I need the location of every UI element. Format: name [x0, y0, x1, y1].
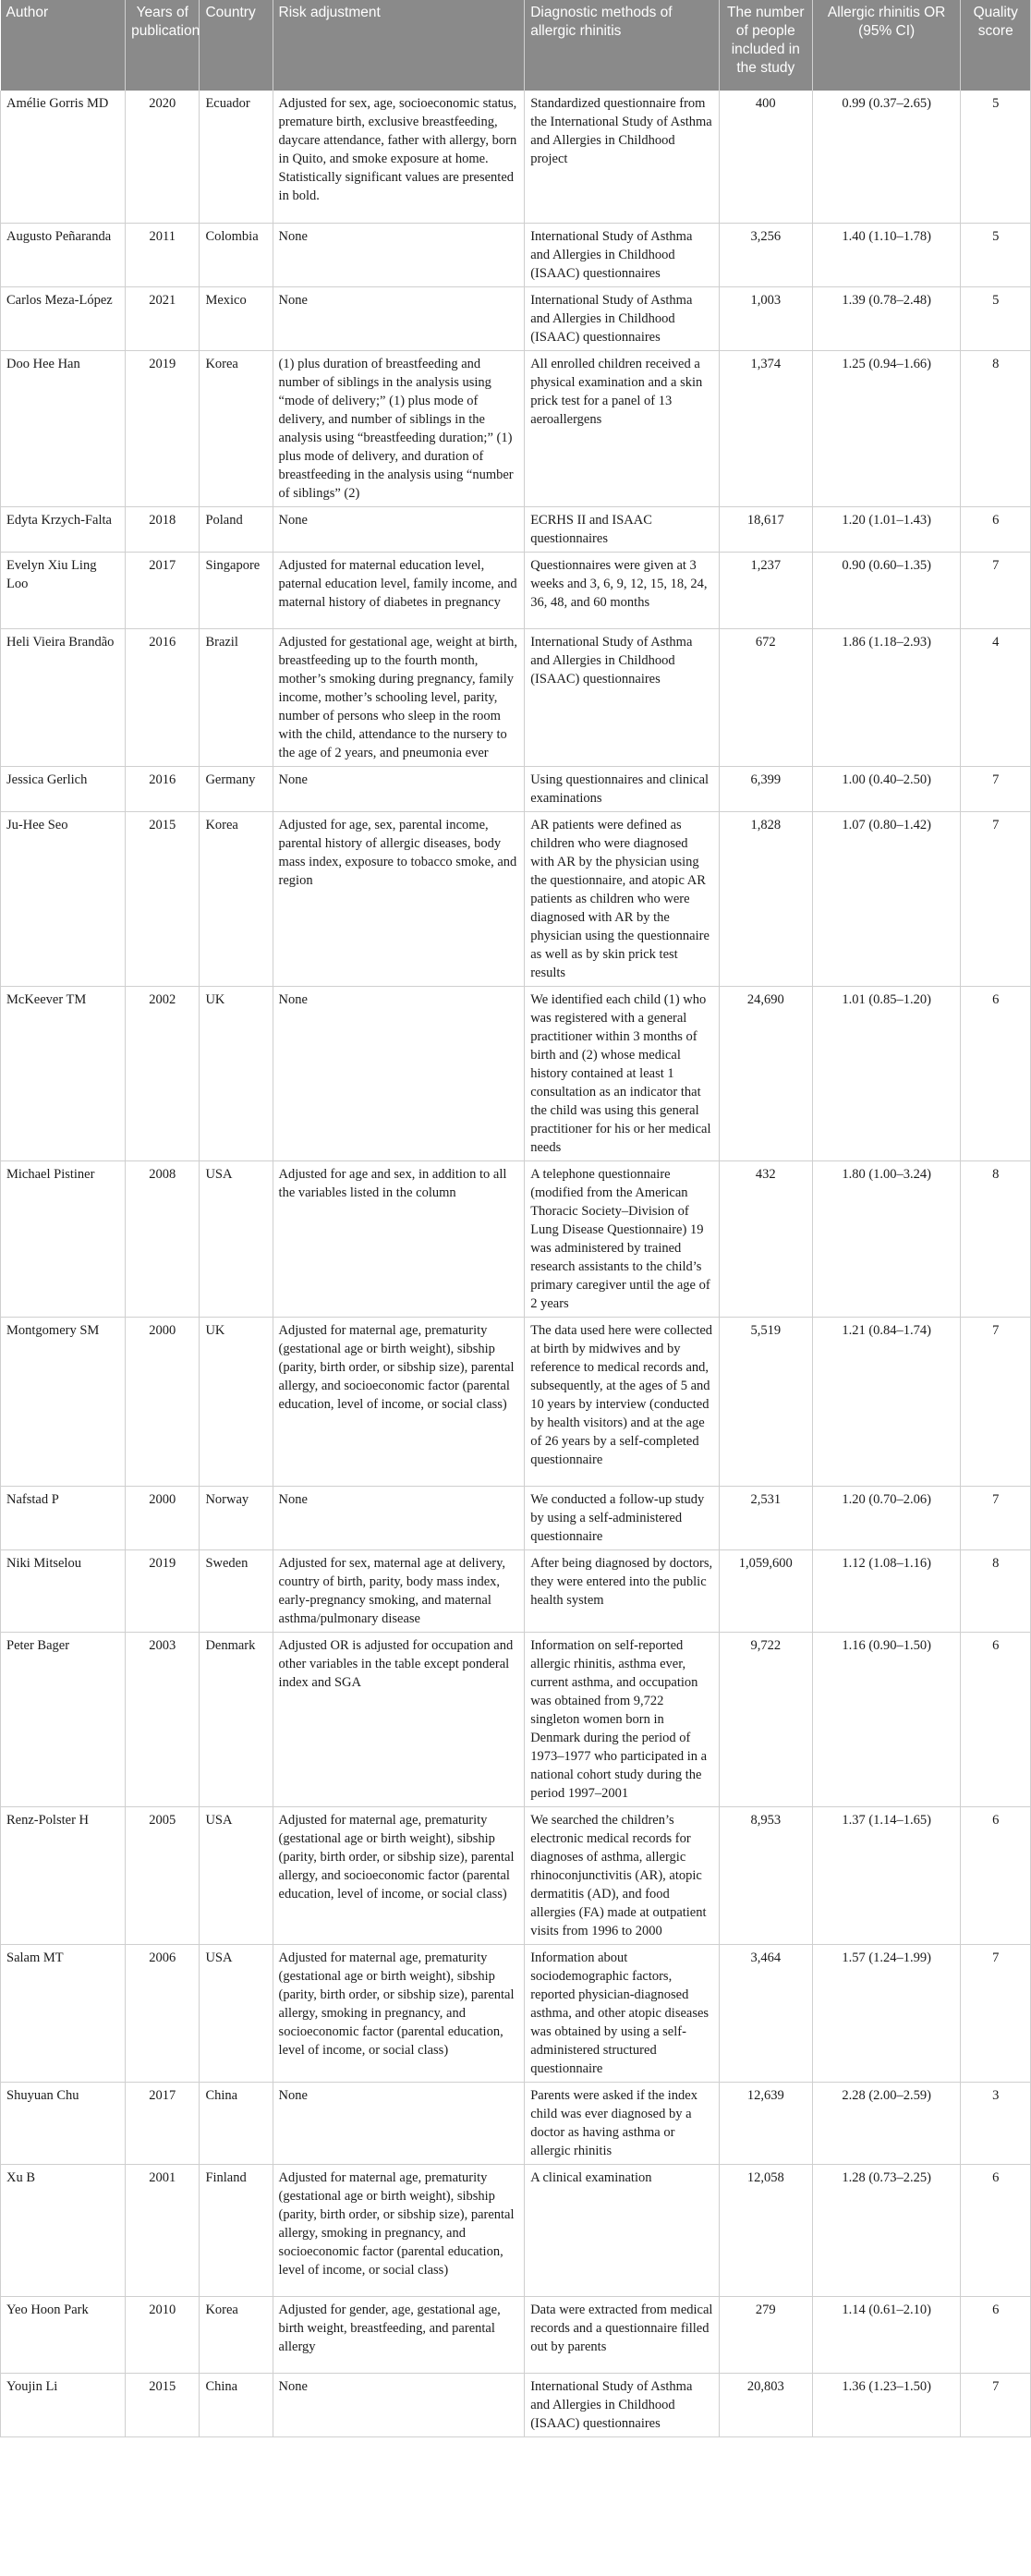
cell-risk: Adjusted for age and sex, in addition to all the variables listed in the column	[273, 1160, 525, 1317]
table-row	[1, 286, 1031, 350]
table-row	[1, 628, 1031, 766]
cell-or: 1.01 (0.85–1.20)	[812, 986, 961, 1160]
cell-number: 12,639	[719, 2082, 812, 2164]
cell-country: Germany	[200, 766, 273, 811]
header-number: The number of people included in the study	[719, 0, 812, 91]
cell-or: 1.57 (1.24–1.99)	[812, 1944, 961, 2082]
cell-quality: 6	[961, 2296, 1031, 2373]
cell-author: Edyta Krzych-Falta	[1, 506, 126, 552]
cell-quality: 8	[961, 1549, 1031, 1632]
cell-quality: 5	[961, 223, 1031, 286]
cell-number: 1,374	[719, 350, 812, 506]
cell-author: McKeever TM	[1, 986, 126, 1160]
cell-or: 1.37 (1.14–1.65)	[812, 1806, 961, 1944]
cell-number: 2,531	[719, 1486, 812, 1549]
cell-author: Salam MT	[1, 1944, 126, 2082]
cell-author: Doo Hee Han	[1, 350, 126, 506]
table-row	[1, 1486, 1031, 1549]
table-row	[1, 223, 1031, 286]
cell-quality: 6	[961, 986, 1031, 1160]
cell-or: 1.16 (0.90–1.50)	[812, 1632, 961, 1806]
cell-diagnostic: We searched the children’s electronic medical records for diagnoses of asthma, allergic rhinoconjunctivitis (AR), atopic dermatitis (AD), and food allergies (FA) made at outpatient visits from 1996 to 2000	[525, 1806, 720, 1944]
cell-number: 9,722	[719, 1632, 812, 1806]
cell-country: Finland	[200, 2164, 273, 2296]
cell-author: Amélie Gorris MD	[1, 91, 126, 223]
cell-risk: None	[273, 223, 525, 286]
cell-risk: None	[273, 986, 525, 1160]
cell-author: Heli Vieira Brandão	[1, 628, 126, 766]
cell-author: Nafstad P	[1, 1486, 126, 1549]
cell-or: 0.90 (0.60–1.35)	[812, 552, 961, 628]
cell-year: 2021	[126, 286, 200, 350]
cell-year: 2000	[126, 1486, 200, 1549]
cell-diagnostic: Using questionnaires and clinical examinations	[525, 766, 720, 811]
cell-risk: Adjusted for sex, age, socioeconomic status, premature birth, exclusive breastfeeding, daycare attendance, father with allergy, born in Quito, and smoke exposure at home. Statistically significant values are presented in bold.	[273, 91, 525, 223]
cell-author: Augusto Peñaranda	[1, 223, 126, 286]
cell-number: 12,058	[719, 2164, 812, 2296]
cell-quality: 4	[961, 628, 1031, 766]
cell-country: Poland	[200, 506, 273, 552]
cell-year: 2016	[126, 766, 200, 811]
cell-country: USA	[200, 1806, 273, 1944]
cell-or: 0.99 (0.37–2.65)	[812, 91, 961, 223]
cell-year: 2005	[126, 1806, 200, 1944]
cell-diagnostic: A telephone questionnaire (modified from the American Thoracic Society–Division of Lung Disease Questionnaire) 19 was administered by trained research assistants to the child’s primary caregiver until the age of 2 years	[525, 1160, 720, 1317]
cell-or: 1.14 (0.61–2.10)	[812, 2296, 961, 2373]
cell-year: 2019	[126, 350, 200, 506]
cell-author: Evelyn Xiu Ling Loo	[1, 552, 126, 628]
cell-number: 400	[719, 91, 812, 223]
cell-number: 20,803	[719, 2373, 812, 2436]
table-row	[1, 506, 1031, 552]
cell-number: 432	[719, 1160, 812, 1317]
cell-or: 1.40 (1.10–1.78)	[812, 223, 961, 286]
table-row	[1, 1160, 1031, 1317]
cell-or: 1.20 (0.70–2.06)	[812, 1486, 961, 1549]
cell-or: 1.39 (0.78–2.48)	[812, 286, 961, 350]
cell-diagnostic: International Study of Asthma and Allergies in Childhood (ISAAC) questionnaires	[525, 223, 720, 286]
cell-author: Niki Mitselou	[1, 1549, 126, 1632]
table-row	[1, 350, 1031, 506]
cell-risk: Adjusted for maternal age, prematurity (gestational age or birth weight), sibship (parity, birth order, or sibship size), parental allergy, smoking in pregnancy, and socioeconomic factor (parental education, level of income, or social class)	[273, 1944, 525, 2082]
cell-number: 1,059,600	[719, 1549, 812, 1632]
cell-diagnostic: Information about sociodemographic factors, reported physician-diagnosed asthma, and other atopic diseases was obtained by using a self-administered structured questionnaire	[525, 1944, 720, 2082]
cell-year: 2011	[126, 223, 200, 286]
cell-country: Ecuador	[200, 91, 273, 223]
cell-or: 1.28 (0.73–2.25)	[812, 2164, 961, 2296]
cell-country: Colombia	[200, 223, 273, 286]
cell-diagnostic: Standardized questionnaire from the International Study of Asthma and Allergies in Childhood project	[525, 91, 720, 223]
cell-year: 2016	[126, 628, 200, 766]
cell-quality: 5	[961, 286, 1031, 350]
cell-country: USA	[200, 1944, 273, 2082]
table-row	[1, 1549, 1031, 1632]
cell-risk: Adjusted for maternal age, prematurity (gestational age or birth weight), sibship (parity, birth order, or sibship size), parental allergy, and socioeconomic factor (parental education, level of income, or social class)	[273, 1806, 525, 1944]
cell-risk: Adjusted for maternal age, prematurity (gestational age or birth weight), sibship (parity, birth order, or sibship size), parental allergy, smoking in pregnancy, and socioeconomic factor (parental education, level of income, or social class)	[273, 2164, 525, 2296]
cell-risk: Adjusted for sex, maternal age at delivery, country of birth, parity, body mass index, early-pregnancy smoking, and maternal asthma/pulmonary disease	[273, 1549, 525, 1632]
cell-year: 2010	[126, 2296, 200, 2373]
cell-quality: 8	[961, 350, 1031, 506]
cell-author: Jessica Gerlich	[1, 766, 126, 811]
cell-risk: None	[273, 2082, 525, 2164]
cell-author: Shuyuan Chu	[1, 2082, 126, 2164]
cell-country: China	[200, 2373, 273, 2436]
cell-diagnostic: Information on self-reported allergic rhinitis, asthma ever, current asthma, and occupation was obtained from 9,722 singleton women born in Denmark during the period of 1973–1977 who participated in a national cohort study during the period 1997–2001	[525, 1632, 720, 1806]
cell-risk: None	[273, 766, 525, 811]
cell-diagnostic: After being diagnosed by doctors, they were entered into the public health system	[525, 1549, 720, 1632]
header-row	[1, 0, 1031, 91]
header-risk: Risk adjustment	[273, 0, 525, 91]
cell-number: 1,828	[719, 811, 812, 986]
cell-year: 2006	[126, 1944, 200, 2082]
cell-or: 1.12 (1.08–1.16)	[812, 1549, 961, 1632]
header-years: Years of publication	[126, 0, 200, 91]
table-row	[1, 2082, 1031, 2164]
cell-number: 672	[719, 628, 812, 766]
cell-risk: Adjusted for gender, age, gestational age, birth weight, breastfeeding, and parental allergy	[273, 2296, 525, 2373]
cell-or: 1.25 (0.94–1.66)	[812, 350, 961, 506]
cell-country: Norway	[200, 1486, 273, 1549]
cell-country: UK	[200, 1317, 273, 1486]
cell-author: Carlos Meza-López	[1, 286, 126, 350]
cell-year: 2020	[126, 91, 200, 223]
cell-year: 2018	[126, 506, 200, 552]
cell-diagnostic: Parents were asked if the index child was ever diagnosed by a doctor as having asthma or allergic rhinitis	[525, 2082, 720, 2164]
cell-diagnostic: We conducted a follow-up study by using a self-administered questionnaire	[525, 1486, 720, 1549]
cell-quality: 6	[961, 1806, 1031, 1944]
header-or: Allergic rhinitis OR (95% CI)	[812, 0, 961, 91]
cell-country: UK	[200, 986, 273, 1160]
cell-year: 2002	[126, 986, 200, 1160]
cell-risk: None	[273, 2373, 525, 2436]
cell-author: Youjin Li	[1, 2373, 126, 2436]
cell-risk: None	[273, 1486, 525, 1549]
table-row	[1, 552, 1031, 628]
table-row	[1, 766, 1031, 811]
table-row	[1, 986, 1031, 1160]
cell-or: 1.80 (1.00–3.24)	[812, 1160, 961, 1317]
cell-year: 2008	[126, 1160, 200, 1317]
cell-diagnostic: International Study of Asthma and Allergies in Childhood (ISAAC) questionnaires	[525, 286, 720, 350]
cell-diagnostic: International Study of Asthma and Allergies in Childhood (ISAAC) questionnaires	[525, 628, 720, 766]
cell-quality: 7	[961, 1317, 1031, 1486]
cell-year: 2003	[126, 1632, 200, 1806]
cell-country: Singapore	[200, 552, 273, 628]
table-row	[1, 1944, 1031, 2082]
table-row	[1, 2373, 1031, 2436]
cell-risk: None	[273, 506, 525, 552]
cell-author: Montgomery SM	[1, 1317, 126, 1486]
cell-risk: (1) plus duration of breastfeeding and number of siblings in the analysis using “mode of delivery;” (1) plus mode of delivery, and number of siblings in the analysis using “breastfeeding duration;” (1) plus mode of delivery, and duration of breastfeeding in the analysis using “number of siblings” (2)	[273, 350, 525, 506]
cell-or: 1.00 (0.40–2.50)	[812, 766, 961, 811]
cell-year: 2017	[126, 2082, 200, 2164]
cell-year: 2001	[126, 2164, 200, 2296]
cell-diagnostic: All enrolled children received a physical examination and a skin prick test for a panel of 13 aeroallergens	[525, 350, 720, 506]
cell-year: 2015	[126, 2373, 200, 2436]
cell-risk: Adjusted OR is adjusted for occupation and other variables in the table except ponderal index and SGA	[273, 1632, 525, 1806]
cell-number: 24,690	[719, 986, 812, 1160]
cell-number: 18,617	[719, 506, 812, 552]
cell-number: 3,464	[719, 1944, 812, 2082]
cell-diagnostic: AR patients were defined as children who were diagnosed with AR by the physician using the questionnaire, and atopic AR patients as children who were diagnosed with AR by the physician using the questionnaire as well as by skin prick test results	[525, 811, 720, 986]
cell-number: 6,399	[719, 766, 812, 811]
header-author: Author	[1, 0, 126, 91]
cell-year: 2019	[126, 1549, 200, 1632]
cell-diagnostic: Questionnaires were given at 3 weeks and 3, 6, 9, 12, 15, 18, 24, 36, 48, and 60 months	[525, 552, 720, 628]
cell-risk: Adjusted for maternal age, prematurity (gestational age or birth weight), sibship (parity, birth order, or sibship size), parental allergy, and socioeconomic factor (parental education, level of income, or social class)	[273, 1317, 525, 1486]
cell-diagnostic: Data were extracted from medical records and a questionnaire filled out by parents	[525, 2296, 720, 2373]
cell-country: Korea	[200, 350, 273, 506]
cell-diagnostic: International Study of Asthma and Allergies in Childhood (ISAAC) questionnaires	[525, 2373, 720, 2436]
header-diagnostic: Diagnostic methods of allergic rhinitis	[525, 0, 720, 91]
cell-diagnostic: A clinical examination	[525, 2164, 720, 2296]
cell-or: 2.28 (2.00–2.59)	[812, 2082, 961, 2164]
cell-or: 1.07 (0.80–1.42)	[812, 811, 961, 986]
cell-quality: 7	[961, 811, 1031, 986]
cell-number: 1,237	[719, 552, 812, 628]
header-quality: Quality score	[961, 0, 1031, 91]
cell-risk: Adjusted for age, sex, parental income, parental history of allergic diseases, body mass index, exposure to tobacco smoke, and region	[273, 811, 525, 986]
cell-quality: 3	[961, 2082, 1031, 2164]
table-row	[1, 2164, 1031, 2296]
cell-risk: Adjusted for maternal education level, paternal education level, family income, and maternal history of diabetes in pregnancy	[273, 552, 525, 628]
table-row	[1, 91, 1031, 223]
cell-quality: 6	[961, 2164, 1031, 2296]
cell-country: Mexico	[200, 286, 273, 350]
cell-number: 5,519	[719, 1317, 812, 1486]
cell-number: 3,256	[719, 223, 812, 286]
table-row	[1, 2296, 1031, 2373]
cell-author: Michael Pistiner	[1, 1160, 126, 1317]
cell-risk: Adjusted for gestational age, weight at birth, breastfeeding up to the fourth month, mother’s smoking during pregnancy, family income, mother’s schooling level, parity, number of persons who sleep in the room with the child, attendance to the nursery to the age of 2 years, and pneumonia ever	[273, 628, 525, 766]
cell-country: Sweden	[200, 1549, 273, 1632]
cell-author: Ju-Hee Seo	[1, 811, 126, 986]
cell-quality: 7	[961, 2373, 1031, 2436]
table-row	[1, 1317, 1031, 1486]
cell-diagnostic: We identified each child (1) who was registered with a general practitioner within 3 months of birth and (2) whose medical history contained at least 1 consultation as an indicator that the child was using this general practitioner for his or her medical needs	[525, 986, 720, 1160]
cell-quality: 6	[961, 506, 1031, 552]
cell-author: Peter Bager	[1, 1632, 126, 1806]
cell-quality: 7	[961, 552, 1031, 628]
table-row	[1, 1632, 1031, 1806]
cell-country: Denmark	[200, 1632, 273, 1806]
cell-number: 8,953	[719, 1806, 812, 1944]
cell-quality: 7	[961, 766, 1031, 811]
cell-or: 1.20 (1.01–1.43)	[812, 506, 961, 552]
cell-quality: 7	[961, 1486, 1031, 1549]
cell-country: Brazil	[200, 628, 273, 766]
cell-author: Yeo Hoon Park	[1, 2296, 126, 2373]
table-row	[1, 811, 1031, 986]
cell-diagnostic: ECRHS II and ISAAC questionnaires	[525, 506, 720, 552]
cell-author: Xu B	[1, 2164, 126, 2296]
cell-quality: 7	[961, 1944, 1031, 2082]
cell-country: USA	[200, 1160, 273, 1317]
table-body	[1, 91, 1031, 2436]
table-row	[1, 1806, 1031, 1944]
cell-author: Renz-Polster H	[1, 1806, 126, 1944]
cell-country: Korea	[200, 811, 273, 986]
cell-or: 1.86 (1.18–2.93)	[812, 628, 961, 766]
cell-number: 1,003	[719, 286, 812, 350]
cell-country: China	[200, 2082, 273, 2164]
cell-number: 279	[719, 2296, 812, 2373]
cell-quality: 6	[961, 1632, 1031, 1806]
cell-country: Korea	[200, 2296, 273, 2373]
cell-year: 2000	[126, 1317, 200, 1486]
cell-quality: 5	[961, 91, 1031, 223]
cell-quality: 8	[961, 1160, 1031, 1317]
cell-risk: None	[273, 286, 525, 350]
cell-or: 1.21 (0.84–1.74)	[812, 1317, 961, 1486]
header-country: Country	[200, 0, 273, 91]
cell-or: 1.36 (1.23–1.50)	[812, 2373, 961, 2436]
cell-diagnostic: The data used here were collected at birth by midwives and by reference to medical records and, subsequently, at the ages of 5 and 10 years by interview (conducted by health visitors) and at the age of 26 years by a self-completed questionnaire	[525, 1317, 720, 1486]
cell-year: 2017	[126, 552, 200, 628]
cell-year: 2015	[126, 811, 200, 986]
